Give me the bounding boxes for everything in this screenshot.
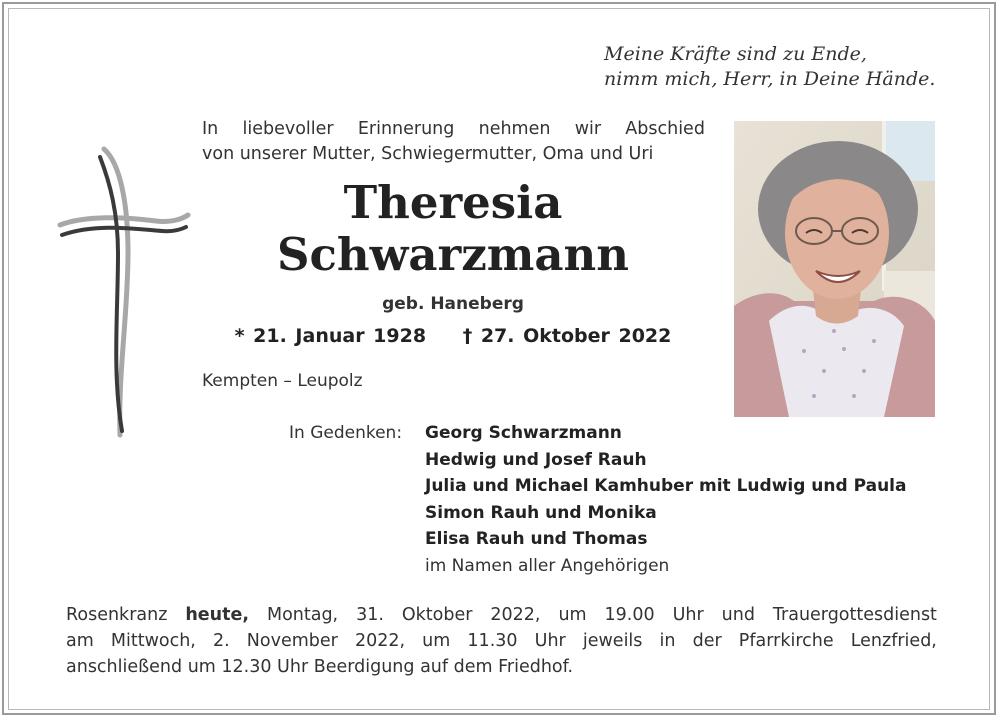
- word: Uhr: [534, 631, 566, 651]
- intro-line-1: [202, 117, 705, 142]
- word: um: [422, 631, 451, 651]
- intro-text: [202, 117, 705, 167]
- first-name: Theresia: [343, 176, 563, 229]
- mourner-list: [425, 420, 906, 579]
- motto-verse: [604, 42, 1000, 92]
- word: liebevoller: [242, 119, 334, 139]
- place-of-residence: Kempten – Leupolz: [202, 371, 363, 391]
- word: 2022,: [490, 605, 541, 625]
- service-line-1: [66, 602, 937, 628]
- word: Montag,: [266, 605, 339, 625]
- word: Pfarrkirche: [738, 631, 834, 651]
- word: und: [721, 605, 755, 625]
- word: jeweils: [582, 631, 643, 651]
- word: Oktober: [401, 605, 473, 625]
- intro-line-2: von unserer Mutter, Schwiegermutter, Oma und Uri: [202, 144, 654, 164]
- service-line-3: anschließend um 12.30 Uhr Beerdigung auf dem Friedhof.: [66, 657, 574, 677]
- service-line-2: [66, 628, 937, 654]
- word: 11.30: [467, 631, 518, 651]
- word: heute,: [185, 605, 250, 625]
- death-date: † 27. Oktober 2022: [462, 325, 672, 347]
- word: 31.: [356, 605, 384, 625]
- mourner-name: Julia und Michael Kamhuber mit Ludwig und Paula: [425, 476, 907, 496]
- mourning-label: In Gedenken:: [289, 423, 403, 443]
- portrait-photo: [734, 121, 935, 417]
- service-announcement: [66, 602, 937, 680]
- word: nehmen: [478, 119, 551, 139]
- mourner-name: Hedwig und Josef Rauh: [425, 449, 647, 470]
- word: der: [692, 631, 722, 651]
- deceased-name: [200, 177, 706, 281]
- word: Uhr: [672, 605, 704, 625]
- word: 2022,: [354, 631, 406, 651]
- motto-line-2: nimm mich, Herr, in Deine Hände.: [604, 68, 936, 90]
- word: Trauergottesdienst: [772, 605, 937, 625]
- cross-icon: [56, 143, 192, 438]
- word: wir: [574, 119, 602, 139]
- maiden-name: geb. Haneberg: [382, 294, 524, 314]
- word: November: [246, 631, 338, 651]
- motto-line-1: Meine Kräfte sind zu Ende,: [604, 43, 867, 65]
- mourner-closing: im Namen aller Angehörigen: [425, 555, 670, 576]
- word: Abschied: [625, 119, 705, 139]
- word: 19.00: [604, 605, 655, 625]
- word: Rosenkranz: [66, 605, 168, 625]
- word: 2.: [212, 631, 230, 651]
- mourner-name: Simon Rauh und Monika: [425, 502, 657, 523]
- word: um: [558, 605, 587, 625]
- mourner-name: Georg Schwarzmann: [425, 423, 622, 443]
- word: Lenzfried,: [850, 631, 937, 651]
- last-name: Schwarzmann: [277, 228, 629, 281]
- mourner-name: Elisa Rauh und Thomas: [425, 529, 648, 549]
- word: am: [66, 631, 94, 651]
- birth-date: * 21. Januar 1928: [234, 325, 427, 347]
- word: in: [659, 631, 676, 651]
- word: Mittwoch,: [110, 631, 196, 651]
- life-dates: [200, 325, 706, 347]
- word: In: [202, 119, 219, 139]
- word: Erinnerung: [357, 119, 455, 139]
